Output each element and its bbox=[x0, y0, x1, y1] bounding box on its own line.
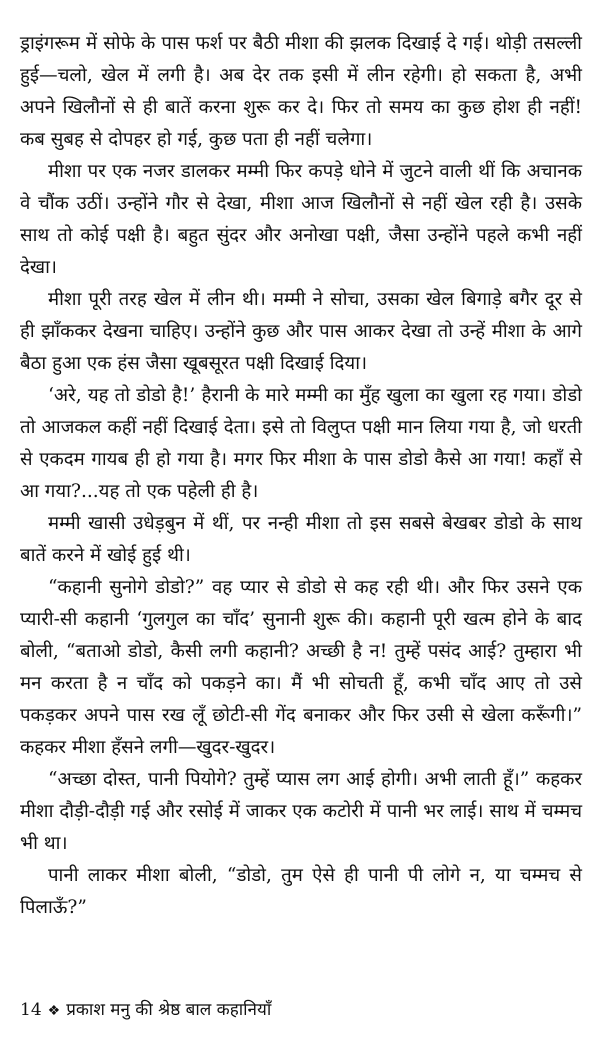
paragraph-3: मीशा पूरी तरह खेल में लीन थी। मम्मी ने सोचा, उसका खेल बिगाड़े बगैर दूर से ही झाँककर देखना चाहिए। उन्होंने कुछ और पास आकर देखा तो उन्हें मीशा के आगे बैठा हुआ एक हंस जैसा खूबसूरत पक्षी दिखाई दिया। bbox=[20, 289, 582, 374]
separator-icon: ❖ bbox=[47, 1003, 61, 1019]
paragraph-1: ड्राइंगरूम में सोफे के पास फर्श पर बैठी मीशा की झलक दिखाई दे गई। थोड़ी तसल्ली हुई—चलो, खेल में लगी है। अब देर तक इसी में लीन रहेगी। हो सकता है, अभी अपने खिलौनों से ही बातें करना शुरू कर दे। फिर तो समय का कुछ होश ही नहीं! कब सुबह से दोपहर हो गई, कुछ पता ही नहीं चलेगा। bbox=[20, 33, 582, 150]
paragraph-8: पानी लाकर मीशा बोली, “डोडो, तुम ऐसे ही पानी पी लोगे न, या चम्मच से पिलाऊँ?” bbox=[20, 865, 582, 918]
paragraph-6: “कहानी सुनोगे डोडो?” वह प्यार से डोडो से कह रही थी। और फिर उसने एक प्यारी-सी कहानी ‘गुलगुल का चाँद’ सुनानी शुरू की। कहानी पूरी खत्म होने के बाद बोली, “बताओ डोडो, कैसी लगी कहानी? अच्छी है न! तुम्हें पसंद आई? तुम्हारा भी मन करता है न चाँद को पकड़ने का। मैं भी सोचती हूँ, कभी चाँद आए तो उसे पकड़कर अपने पास रख लूँ छोटी-सी गेंद बनाकर और फिर उसी से खेला करूँगी।” कहकर मीशा हँसने लगी—खुदर-खुदर। bbox=[20, 577, 582, 758]
book-title: प्रकाश मनु की श्रेष्ठ बाल कहानियाँ bbox=[66, 1000, 272, 1020]
page-number: 14 bbox=[20, 1000, 42, 1020]
page-footer bbox=[20, 998, 271, 1023]
paragraph-2: मीशा पर एक नजर डालकर मम्मी फिर कपड़े धोने में जुटने वाली थीं कि अचानक वे चौंक उठीं। उन्होंने गौर से देखा, मीशा आज खिलौनों से नहीं खेल रही है। उसके साथ तो कोई पक्षी है। बहुत सुंदर और अनोखा पक्षी, जैसा उन्होंने पहले कभी नहीं देखा। bbox=[20, 161, 582, 278]
page-body bbox=[20, 28, 582, 924]
paragraph-4: ‘अरे, यह तो डोडो है!’ हैरानी के मारे मम्मी का मुँह खुला का खुला रह गया। डोडो तो आजकल कहीं नहीं दिखाई देता। इसे तो विलुप्त पक्षी मान लिया गया है, जो धरती से एकदम गायब ही हो गया है। मगर फिर मीशा के पास डोडो कैसे आ गया! कहाँ से आ गया?...यह तो एक पहेली ही है। bbox=[20, 385, 582, 502]
paragraph-7: “अच्छा दोस्त, पानी पियोगे? तुम्हें प्यास लग आई होगी। अभी लाती हूँ।” कहकर मीशा दौड़ी-दौड़ी गई और रसोई में जाकर एक कटोरी में पानी भर लाई। साथ में चम्मच भी था। bbox=[20, 769, 582, 854]
paragraph-5: मम्मी खासी उधेड़बुन में थीं, पर नन्ही मीशा तो इस सबसे बेखबर डोडो के साथ बातें करने में खोई हुई थी। bbox=[20, 513, 583, 566]
